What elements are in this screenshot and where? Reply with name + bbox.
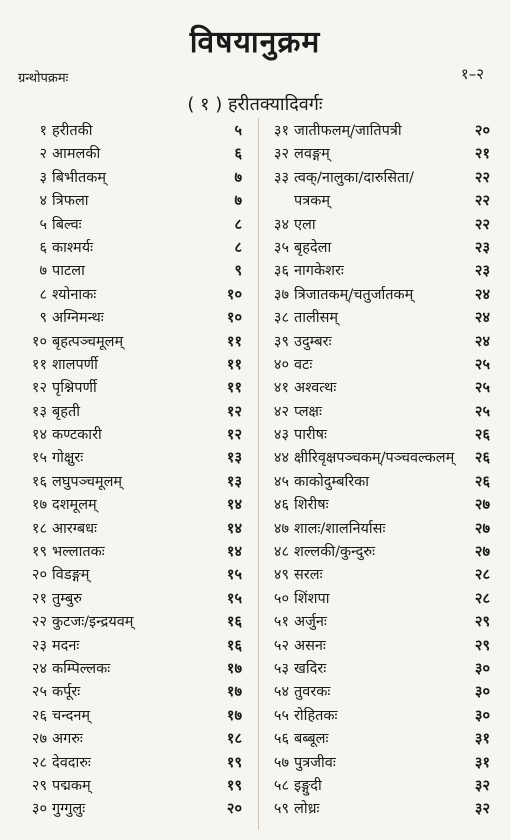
- toc-entry: [262, 167, 498, 190]
- entry-number: २४: [31, 660, 47, 677]
- entry-name: पारीषः: [294, 427, 327, 444]
- entry-name: खदिरः: [294, 660, 327, 677]
- toc-entry: [262, 120, 498, 143]
- entry-number: ७: [39, 263, 47, 280]
- entry-name: शालः/शालनिर्यासः: [294, 520, 386, 537]
- toc-entry: [262, 307, 498, 330]
- entry-number: ५७: [273, 754, 289, 771]
- entry-number: ४: [39, 193, 47, 210]
- entry-number: ९: [39, 310, 47, 327]
- entry-number: २५: [31, 684, 47, 701]
- entry-number: ३७: [273, 286, 289, 303]
- entry-page-number: १३: [226, 450, 242, 467]
- toc-entry: [262, 798, 498, 821]
- entry-page-number: ६: [234, 146, 242, 163]
- toc-entry: [262, 471, 498, 494]
- entry-name: पाटला: [52, 263, 85, 280]
- entry-page-number: १०: [226, 310, 242, 327]
- toc-entry: [262, 564, 498, 587]
- entry-number: १४: [31, 427, 47, 444]
- entry-number: १३: [31, 403, 47, 420]
- left-column: [14, 120, 252, 822]
- entry-number: ५९: [273, 801, 289, 818]
- entry-page-number: ३२: [474, 801, 490, 818]
- entry-page-number: २१: [474, 146, 490, 163]
- entry-page-number: ९: [234, 263, 242, 280]
- entry-page-number: २४: [474, 333, 490, 350]
- entry-page-number: १५: [226, 567, 242, 584]
- toc-entry: [262, 681, 498, 704]
- page-title: विषयानुक्रम: [189, 25, 321, 60]
- toc-entry: [262, 494, 498, 517]
- toc-entry: [14, 705, 252, 728]
- entry-name: रोहितकः: [294, 707, 338, 724]
- entry-page-number: १९: [226, 754, 242, 771]
- entry-page-number: २४: [474, 286, 490, 303]
- toc-entry: [262, 775, 498, 798]
- entry-number: २: [39, 146, 47, 163]
- toc-entry: [14, 541, 252, 564]
- entry-page-number: १६: [226, 614, 242, 631]
- entry-name: तुम्बुरु: [52, 590, 82, 607]
- entry-page-number: २८: [474, 590, 490, 607]
- toc-entry: [14, 752, 252, 775]
- toc-entry: [14, 494, 252, 517]
- entry-name: प्लक्षः: [294, 403, 322, 420]
- entry-number: ४५: [273, 473, 289, 490]
- entry-name: तुवरकः: [294, 684, 331, 701]
- entry-page-number: १९: [226, 777, 242, 794]
- entry-name: आरग्बधः: [52, 520, 97, 537]
- entry-name: नागकेशरः: [294, 263, 344, 280]
- entry-page-number: ७: [234, 169, 242, 186]
- entry-page-number: १२: [226, 403, 242, 420]
- intro-label: ग्रन्थोपक्रमः: [18, 71, 69, 86]
- entry-name: बृहती: [52, 403, 80, 420]
- entry-number: ४०: [273, 356, 289, 373]
- entry-number: ३०: [31, 801, 47, 818]
- entry-name: आमलकी: [52, 146, 101, 163]
- toc-entry: [14, 635, 252, 658]
- entry-name: काश्मर्यः: [52, 239, 94, 256]
- entry-page-number: २३: [474, 263, 490, 280]
- toc-entry: [14, 214, 252, 237]
- entry-name: देवदारुः: [52, 754, 91, 771]
- entry-name: शालपर्णी: [52, 356, 98, 373]
- entry-number: ४१: [273, 380, 289, 397]
- toc-entry: [14, 728, 252, 751]
- toc-entry: [262, 331, 498, 354]
- entry-page-number: २५: [474, 403, 490, 420]
- entry-number: ४४: [273, 450, 289, 467]
- entry-number: २८: [31, 754, 47, 771]
- entry-page-number: २३: [474, 239, 490, 256]
- toc-entry: [262, 611, 498, 634]
- entry-page-number: २८: [474, 567, 490, 584]
- entry-name: असनः: [294, 637, 326, 654]
- entry-number: १७: [31, 497, 47, 514]
- entry-page-number: १७: [226, 707, 242, 724]
- entry-page-number: २२: [474, 169, 490, 186]
- toc-entry: [262, 237, 498, 260]
- entry-number: ३८: [273, 310, 289, 327]
- entry-number: ५३: [273, 660, 289, 677]
- entry-page-number: २२: [474, 193, 490, 210]
- entry-name: मदनः: [52, 637, 80, 654]
- toc-entry: [262, 447, 498, 470]
- entry-name: बिभीतकम्: [52, 169, 107, 186]
- entry-name: हरीतकी: [52, 123, 93, 139]
- entry-name: अग्निमन्थः: [52, 310, 104, 327]
- entry-page-number: २७: [474, 544, 490, 561]
- entry-name: जातीफलम्/जातिपत्री: [294, 123, 402, 139]
- toc-entry: [14, 331, 252, 354]
- toc-entry: [262, 588, 498, 611]
- entry-name: तालीसम्: [294, 310, 339, 327]
- toc-entry: [14, 307, 252, 330]
- entry-name: इङ्गुदी: [294, 777, 322, 794]
- entry-page-number: ११: [226, 380, 242, 397]
- right-column: [262, 120, 498, 822]
- entry-number: ६: [39, 239, 47, 256]
- entry-number: ८: [39, 286, 47, 303]
- entry-number: २६: [31, 707, 47, 724]
- toc-entry: [262, 260, 498, 283]
- entry-number: ४७: [273, 520, 289, 537]
- toc-entry: [262, 728, 498, 751]
- entry-page-number: २९: [474, 614, 490, 631]
- entry-number: १८: [31, 520, 47, 537]
- entry-page-number: २६: [474, 427, 490, 444]
- entry-name: बिल्वः: [52, 216, 82, 233]
- toc-entry: [262, 541, 498, 564]
- entry-number: ४९: [273, 567, 289, 584]
- entry-number: ५६: [273, 731, 289, 748]
- toc-entry: [14, 284, 252, 307]
- toc-entry: [14, 518, 252, 541]
- toc-entry: [262, 284, 498, 307]
- entry-number: ५१: [273, 614, 289, 631]
- entry-number: ५०: [273, 590, 289, 607]
- section-heading: ( १ ) हरीतक्यादिवर्गः: [187, 94, 323, 115]
- entry-page-number: ५: [234, 123, 242, 139]
- entry-name: सरलः: [294, 567, 323, 584]
- entry-name: शल्लकी/कुन्दुरुः: [294, 544, 375, 561]
- entry-number: ३: [39, 169, 47, 186]
- entry-name: विडङ्गम्: [52, 567, 90, 584]
- entry-name: दशमूलम्: [52, 497, 97, 514]
- entry-page-number: ३१: [474, 754, 490, 771]
- toc-entry: [262, 190, 498, 213]
- entry-name: त्रिफला: [52, 193, 89, 210]
- entry-number: २३: [31, 637, 47, 654]
- toc-entry: [262, 518, 498, 541]
- toc-entry: [14, 424, 252, 447]
- entry-name: कर्पूरः: [52, 684, 81, 701]
- toc-entry: [262, 377, 498, 400]
- entry-name: गुग्गुलुः: [52, 801, 86, 818]
- entry-name: बृहदेला: [294, 239, 332, 256]
- entry-name: गोक्षुरः: [52, 450, 84, 467]
- toc-entry: [14, 681, 252, 704]
- toc-entry: [14, 471, 252, 494]
- entry-name: कण्टकारी: [52, 427, 102, 444]
- entry-number: १०: [31, 333, 47, 350]
- entry-page-number: ३०: [474, 660, 490, 677]
- entry-page-number: १८: [226, 731, 242, 748]
- entry-number: ४२: [273, 403, 289, 420]
- entry-number: ३३: [273, 169, 289, 186]
- toc-entry: [14, 120, 252, 143]
- entry-name: बब्बूलः: [294, 731, 329, 748]
- column-divider: [258, 118, 259, 830]
- entry-page-number: ३२: [474, 777, 490, 794]
- entry-name: वटः: [294, 356, 313, 373]
- entry-page-number: २६: [474, 473, 490, 490]
- toc-entry: [14, 260, 252, 283]
- toc-entry: [14, 564, 252, 587]
- entry-page-number: ११: [226, 356, 242, 373]
- entry-number: २०: [31, 567, 47, 584]
- entry-page-number: ८: [234, 239, 242, 256]
- toc-entry: [14, 775, 252, 798]
- entry-page-number: २७: [474, 520, 490, 537]
- entry-name: बृहत्पञ्चमूलम्: [52, 333, 124, 350]
- entry-name: कम्पिल्लकः: [52, 660, 111, 677]
- entry-name: शिरीषः: [294, 497, 329, 514]
- entry-number: २७: [31, 731, 47, 748]
- entry-number: ४३: [273, 427, 289, 444]
- entry-page-number: १४: [226, 497, 242, 514]
- entry-name: भल्लातकः: [52, 544, 105, 561]
- entry-name: चन्दनम्: [52, 707, 91, 724]
- toc-entry: [14, 447, 252, 470]
- toc-entry: [262, 401, 498, 424]
- entry-number: ५८: [273, 777, 289, 794]
- entry-number: ३४: [273, 216, 289, 233]
- entry-name: अगरुः: [52, 731, 83, 748]
- entry-name: अश्वत्थः: [294, 380, 337, 397]
- entry-page-number: २५: [474, 380, 490, 397]
- entry-page-number: २०: [474, 123, 490, 139]
- entry-page-number: २६: [474, 450, 490, 467]
- entry-page-number: २२: [474, 216, 490, 233]
- toc-entry: [14, 143, 252, 166]
- entry-name: शिंशपा: [294, 590, 330, 607]
- entry-name: पुत्रजीवः: [294, 754, 336, 771]
- entry-number: ३५: [273, 239, 289, 256]
- entry-page-number: २०: [226, 801, 242, 818]
- toc-entry: [262, 752, 498, 775]
- toc-entry: [14, 798, 252, 821]
- entry-page-number: १५: [226, 590, 242, 607]
- toc-entry: [14, 190, 252, 213]
- entry-name: श्योनाकः: [52, 286, 97, 303]
- entry-page-number: १६: [226, 637, 242, 654]
- entry-name: लोध्रः: [294, 801, 320, 818]
- entry-number: ४६: [273, 497, 289, 514]
- toc-entry: [14, 611, 252, 634]
- toc-entry: [14, 167, 252, 190]
- entry-page-number: १४: [226, 544, 242, 561]
- entry-name: पत्रकम्: [294, 193, 331, 210]
- entry-page-number: १७: [226, 660, 242, 677]
- toc-entry: [262, 354, 498, 377]
- entry-page-number: १३: [226, 473, 242, 490]
- entry-number: १२: [31, 380, 47, 397]
- toc-entry: [262, 658, 498, 681]
- entry-number: ३१: [273, 123, 289, 139]
- entry-page-number: ३०: [474, 684, 490, 701]
- entry-number: ३६: [273, 263, 289, 280]
- entry-page-number: ८: [234, 216, 242, 233]
- entry-page-number: २५: [474, 356, 490, 373]
- toc-entry: [14, 588, 252, 611]
- entry-number: ३९: [273, 333, 289, 350]
- entry-page-number: २९: [474, 637, 490, 654]
- entry-name: कुटजः/इन्द्रयवम्: [52, 614, 134, 631]
- intro-page-number: १–२: [460, 65, 484, 83]
- entry-name: त्रिजातकम्/चतुर्जातकम्: [294, 286, 414, 303]
- entry-name: त्वक्/नालुका/दारुसिता/: [294, 169, 414, 186]
- entry-name: अर्जुनः: [294, 614, 327, 631]
- entry-number: २१: [31, 590, 47, 607]
- entry-number: ३२: [273, 146, 289, 163]
- entry-number: ५५: [273, 707, 289, 724]
- toc-entry: [14, 377, 252, 400]
- entry-name: उदुम्बरः: [294, 333, 332, 350]
- entry-number: ४८: [273, 544, 289, 561]
- entry-name: पृश्निपर्णी: [52, 380, 97, 397]
- entry-page-number: २७: [474, 497, 490, 514]
- toc-entry: [14, 658, 252, 681]
- entry-number: ५२: [273, 637, 289, 654]
- entry-page-number: ११: [226, 333, 242, 350]
- toc-entry: [14, 237, 252, 260]
- toc-entry: [262, 705, 498, 728]
- entry-number: ११: [31, 356, 47, 373]
- entry-name: लघुपञ्चमूलम्: [52, 473, 123, 490]
- entry-number: २९: [31, 777, 47, 794]
- entry-number: १९: [31, 544, 47, 561]
- toc-entry: [262, 214, 498, 237]
- entry-page-number: १४: [226, 520, 242, 537]
- toc-entry: [262, 143, 498, 166]
- toc-entry: [262, 635, 498, 658]
- entry-name: लवङ्गम्: [294, 146, 330, 163]
- entry-page-number: १७: [226, 684, 242, 701]
- toc-entry: [14, 401, 252, 424]
- entry-page-number: २४: [474, 310, 490, 327]
- entry-page-number: ७: [234, 193, 242, 210]
- toc-entry: [262, 424, 498, 447]
- entry-name: एला: [294, 216, 316, 233]
- entry-name: क्षीरिवृक्षपञ्चकम्/पञ्चवल्कलम्: [294, 450, 455, 467]
- toc-entry: [14, 354, 252, 377]
- entry-number: ५४: [273, 684, 289, 701]
- entry-number: १६: [31, 473, 47, 490]
- entry-number: २२: [31, 614, 47, 631]
- entry-page-number: १२: [226, 427, 242, 444]
- entry-page-number: ३०: [474, 707, 490, 724]
- entry-number: १५: [31, 450, 47, 467]
- entry-name: पद्मकम्: [52, 777, 91, 794]
- entry-number: ५: [39, 216, 47, 233]
- entry-name: काकोदुम्बरिका: [294, 473, 370, 490]
- entry-page-number: ३१: [474, 731, 490, 748]
- entry-number: १: [39, 123, 47, 139]
- entry-page-number: १०: [226, 286, 242, 303]
